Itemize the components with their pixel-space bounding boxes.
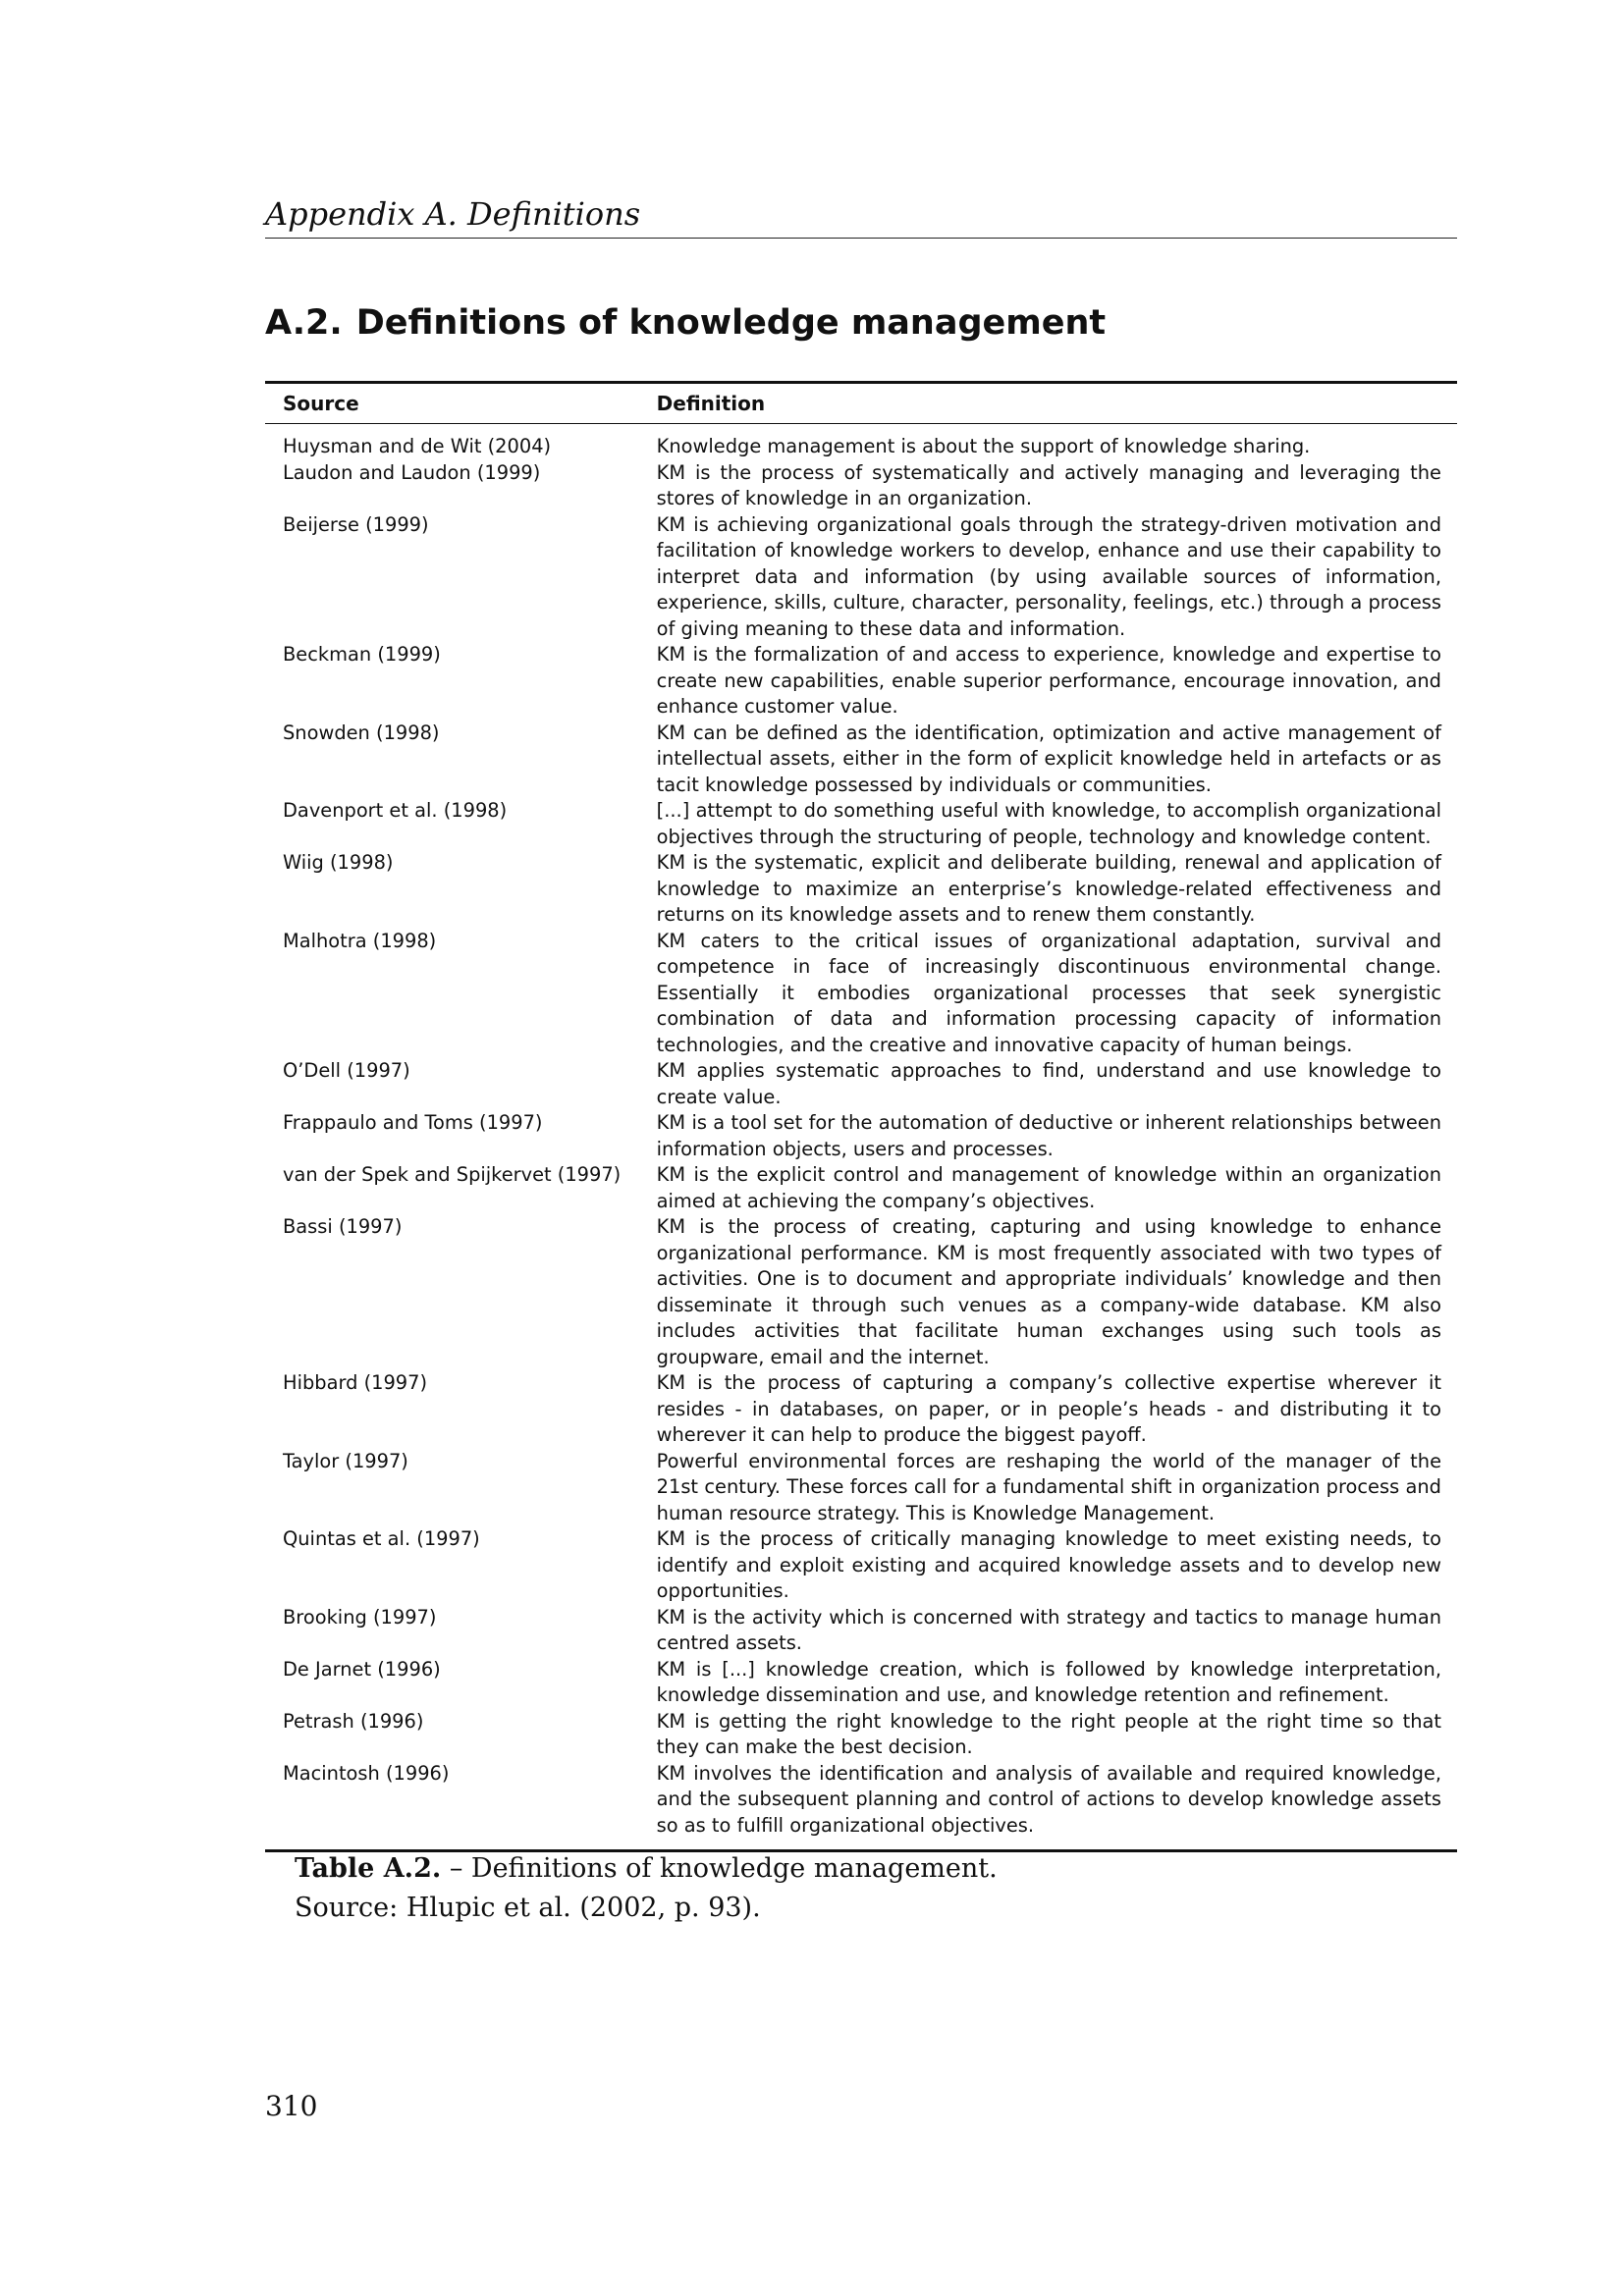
section-heading — [265, 298, 1457, 347]
definition-cell: KM is the formalization of and access to experience, knowledge and expertise to create new capabilities, enable superior performance, encourage innovation, and enhance customer value. — [656, 643, 1441, 718]
table-caption — [295, 1849, 1375, 1928]
definition-cell: Knowledge management is about the support of knowledge sharing. — [656, 435, 1311, 457]
table-row — [265, 1370, 1457, 1449]
table-row — [265, 1761, 1457, 1851]
caption-text: – Definitions of knowledge management. — [441, 1853, 998, 1884]
table-row — [265, 1214, 1457, 1370]
source-cell: Beijerse (1999) — [283, 512, 429, 536]
definition-cell: Powerful environmental forces are reshaping the world of the manager of the 21st century. These forces call for a fundamental shift in organization process and human resource strategy. This is Knowledge Management. — [656, 1449, 1441, 1524]
source-cell: O’Dell (1997) — [283, 1059, 410, 1082]
definition-cell: KM applies systematic approaches to find, understand and use knowledge to create value. — [656, 1059, 1441, 1108]
source-cell: Brooking (1997) — [283, 1605, 437, 1629]
table-row — [265, 1449, 1457, 1527]
definition-cell: KM is achieving organizational goals through the strategy-driven motivation and facilitation of knowledge workers to develop, enhance and use their capability to interpret data and information (by using available sources of information, experience, skills, culture, character, personality, feelings, etc.) through a process of giving meaning to these data and information. — [656, 512, 1441, 640]
table-row — [265, 512, 1457, 643]
definition-cell: KM is a tool set for the automation of deductive or inherent relationships between information objects, users and processes. — [656, 1111, 1441, 1160]
definition-column-header: Definition — [656, 392, 766, 415]
table-row — [265, 1605, 1457, 1657]
definition-cell: KM is the process of creating, capturing and using knowledge to enhance organizational performance. KM is most frequently associated with two types of activities. One is to document and appropriate individuals’ knowledge and then disseminate it through such venues as a company-wide database. KM also includes activities that facilitate human exchanges using such tools as groupware, email and the internet. — [656, 1215, 1441, 1368]
definition-cell: KM is getting the right knowledge to the right people at the right time so that they can make the best decision. — [656, 1709, 1441, 1758]
source-cell: Malhotra (1998) — [283, 929, 437, 952]
table-row — [265, 424, 1457, 460]
definition-cell: KM is the explicit control and management of knowledge within an organization aimed at achieving the company’s objectives. — [656, 1163, 1441, 1212]
source-cell: Huysman and de Wit (2004) — [283, 435, 552, 457]
section-number: A.2. — [265, 303, 343, 343]
caption-title-line — [295, 1849, 1375, 1889]
source-cell: Quintas et al. (1997) — [283, 1527, 480, 1550]
section-title: Definitions of knowledge management — [355, 303, 1107, 343]
table-row — [265, 798, 1457, 850]
caption-source-line: Source: Hlupic et al. (2002, p. 93). — [295, 1893, 761, 1923]
definition-cell: KM can be defined as the identification, optimization and active management of intellectual assets, either in the form of explicit knowledge held in artefacts or as tacit knowledge possessed by individuals or communities. — [656, 721, 1441, 796]
table-body — [265, 424, 1457, 1851]
source-cell: Taylor (1997) — [283, 1449, 408, 1472]
definition-cell: KM involves the identification and analysis of available and required knowledge, and the subsequent planning and control of actions to develop knowledge assets so as to fulfill organizational objectives. — [656, 1761, 1441, 1837]
definition-cell: KM is the process of critically managing knowledge to meet existing needs, to identify and exploit existing and acquired knowledge assets and to develop new opportunities. — [656, 1527, 1441, 1602]
table-row — [265, 642, 1457, 721]
table-row — [265, 1058, 1457, 1110]
table-row — [265, 929, 1457, 1059]
source-cell: Petrash (1996) — [283, 1709, 424, 1733]
table-row — [265, 850, 1457, 929]
definition-cell: KM is the systematic, explicit and deliberate building, renewal and application of knowledge to maximize an enterprise’s knowledge-related effectiveness and returns on its knowledge assets and to renew them constantly. — [656, 851, 1441, 926]
table-header-row — [265, 383, 1457, 424]
source-cell: De Jarnet (1996) — [283, 1657, 441, 1681]
page-number: 310 — [265, 2090, 318, 2122]
source-cell: Davenport et al. (1998) — [283, 799, 508, 822]
source-cell: Laudon and Laudon (1999) — [283, 460, 541, 484]
definition-cell: KM caters to the critical issues of organizational adaptation, survival and competence in face of increasingly discontinuous environmental change. Essentially it embodies organizational processes that seek synergistic combination of data and information processing capacity of information technologies, and the creative and innovative capacity of human beings. — [656, 929, 1441, 1056]
table-row — [265, 1657, 1457, 1709]
source-cell: Wiig (1998) — [283, 851, 394, 874]
source-column-header: Source — [283, 392, 359, 415]
source-cell: Beckman (1999) — [283, 643, 441, 666]
table-row — [265, 460, 1457, 512]
definition-cell: KM is the process of systematically and actively managing and leveraging the stores of knowledge in an organization. — [656, 460, 1441, 509]
table-row — [265, 1709, 1457, 1761]
running-head: Appendix A. Definitions — [265, 194, 1457, 239]
table-row — [265, 1162, 1457, 1214]
table-row — [265, 1526, 1457, 1605]
table-row — [265, 721, 1457, 799]
definition-cell: KM is [...] knowledge creation, which is followed by knowledge interpretation, knowledge dissemination and use, and knowledge retention and refinement. — [656, 1657, 1441, 1706]
source-cell: Frappaulo and Toms (1997) — [283, 1111, 543, 1134]
source-cell: Hibbard (1997) — [283, 1371, 428, 1394]
definition-cell: KM is the process of capturing a company’s collective expertise wherever it resides - in databases, on paper, or in people’s heads - and distributing it to wherever it can help to produce the biggest payoff. — [656, 1371, 1441, 1446]
source-cell: Macintosh (1996) — [283, 1761, 450, 1785]
source-cell: Bassi (1997) — [283, 1215, 403, 1238]
definitions-table — [265, 381, 1457, 1852]
definition-cell: [...] attempt to do something useful with knowledge, to accomplish organizational objectives through the structuring of people, technology and knowledge content. — [656, 799, 1441, 848]
definition-cell: KM is the activity which is concerned with strategy and tactics to manage human centred assets. — [656, 1605, 1441, 1654]
source-cell: Snowden (1998) — [283, 721, 440, 744]
caption-label: Table A.2. — [295, 1853, 442, 1884]
table-row — [265, 1110, 1457, 1162]
source-cell: van der Spek and Spijkervet (1997) — [283, 1163, 622, 1186]
